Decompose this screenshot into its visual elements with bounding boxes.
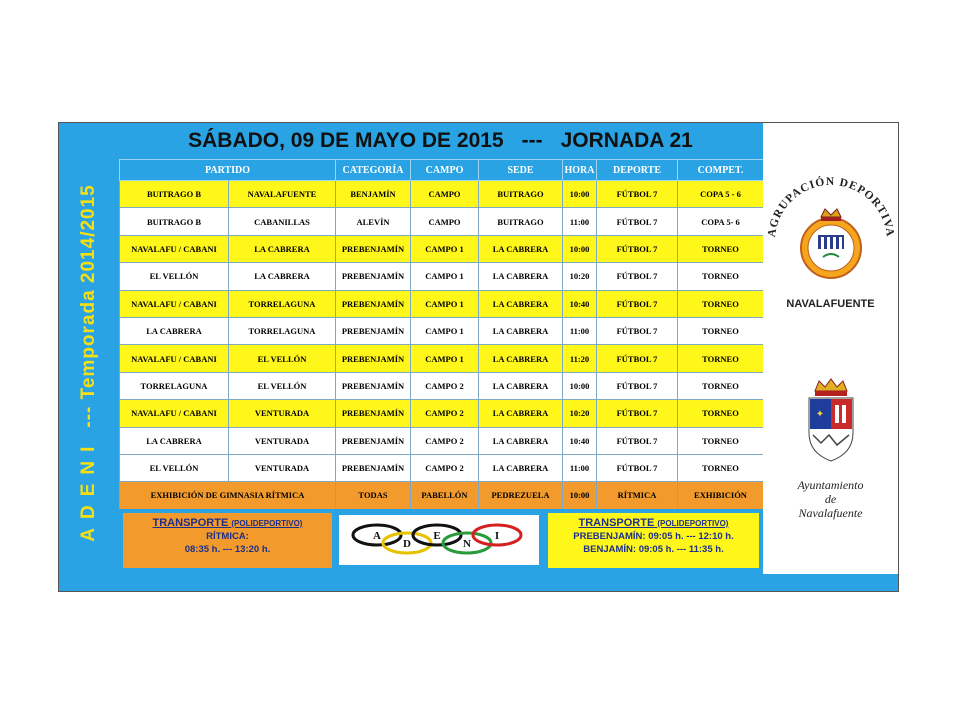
cell-away-team: TORRELAGUNA	[229, 290, 336, 317]
cell-compet: TORNEO	[678, 290, 764, 317]
cell-categoria: PREBENJAMÍN	[336, 235, 411, 262]
cell-categoria: PREBENJAMÍN	[336, 372, 411, 399]
cell-home-team: BUITRAGO B	[120, 208, 229, 235]
cell-campo: CAMPO 1	[411, 290, 479, 317]
cell-away-team: NAVALAFUENTE	[229, 181, 336, 208]
cell-sede: LA CABRERA	[479, 454, 563, 481]
cell-campo: CAMPO 2	[411, 427, 479, 454]
cell-home-team: NAVALAFU / CABANI	[120, 235, 229, 262]
cell-away-team: CABANILLAS	[229, 208, 336, 235]
cell-categoria: PREBENJAMÍN	[336, 263, 411, 290]
table-row	[120, 181, 764, 208]
cell-away-team: VENTURADA	[229, 427, 336, 454]
cell-deporte: FÚTBOL 7	[597, 263, 678, 290]
cell-compet: TORNEO	[678, 372, 764, 399]
cell-compet: TORNEO	[678, 235, 764, 262]
cell-deporte: FÚTBOL 7	[597, 317, 678, 344]
cell-categoria: PREBENJAMÍN	[336, 290, 411, 317]
cell-categoria: ALEVÍN	[336, 208, 411, 235]
table-row	[120, 372, 764, 399]
column-header-deporte: DEPORTE	[597, 160, 678, 181]
cell-categoria: TODAS	[336, 482, 411, 509]
cell-away-team: VENTURADA	[229, 454, 336, 481]
table-row	[120, 317, 764, 344]
cell-sede: LA CABRERA	[479, 372, 563, 399]
cell-compet: TORNEO	[678, 317, 764, 344]
cell-categoria: PREBENJAMÍN	[336, 454, 411, 481]
cell-hora: 10:00	[563, 235, 597, 262]
ayuntamiento-line2: de	[824, 492, 837, 506]
table-row	[120, 482, 764, 509]
cell-away-team: EL VELLÓN	[229, 372, 336, 399]
cell-hora: 10:20	[563, 400, 597, 427]
logos-panel	[763, 123, 898, 574]
cell-campo: CAMPO 1	[411, 345, 479, 372]
transport-title: TRANSPORTE (POLIDEPORTIVO)	[578, 517, 729, 529]
season-label: --- Temporada 2014/2015	[78, 184, 99, 428]
adeni-label: ADENI	[78, 437, 99, 542]
table-row	[120, 208, 764, 235]
cell-sede: BUITRAGO	[479, 181, 563, 208]
cell-home-team: BUITRAGO B	[120, 181, 229, 208]
cell-compet: TORNEO	[678, 454, 764, 481]
ayuntamiento-label	[763, 478, 898, 520]
season-sidebar	[59, 123, 119, 591]
club-arc-text: AGRUPACIÓN DEPORTIVA	[766, 175, 896, 238]
ring-letter-a: A	[373, 530, 381, 542]
svg-text:✦: ✦	[815, 409, 825, 420]
adeni-rings-logo	[339, 515, 539, 565]
cell-campo: CAMPO 1	[411, 317, 479, 344]
cell-hora: 10:20	[563, 263, 597, 290]
club-crest-icon	[763, 123, 898, 298]
cell-event: EXHIBICIÓN DE GIMNASIA RÍTMICA	[120, 482, 336, 509]
date-title: SÁBADO, 09 DE MAYO DE 2015	[188, 129, 504, 152]
table-row	[120, 290, 764, 317]
ring-letter-i: I	[494, 530, 500, 542]
cell-hora: 11:00	[563, 317, 597, 344]
cell-sede: PEDREZUELA	[479, 482, 563, 509]
cell-deporte: FÚTBOL 7	[597, 208, 678, 235]
page-title	[119, 125, 762, 157]
cell-hora: 11:20	[563, 345, 597, 372]
rings-icon	[339, 515, 539, 565]
cell-compet: COPA 5 - 6	[678, 181, 764, 208]
cell-home-team: NAVALAFU / CABANI	[120, 400, 229, 427]
cell-hora: 10:40	[563, 427, 597, 454]
cell-categoria: BENJAMÍN	[336, 181, 411, 208]
transport-area	[119, 509, 763, 574]
match-table	[119, 159, 764, 510]
cell-deporte: FÚTBOL 7	[597, 454, 678, 481]
cell-campo: CAMPO	[411, 181, 479, 208]
cell-sede: LA CABRERA	[479, 345, 563, 372]
transport-prebenjamin-times: PREBENJAMÍN: 09:05 h. --- 12:10 h.	[573, 531, 734, 542]
cell-compet: COPA 5- 6	[678, 208, 764, 235]
cell-compet: TORNEO	[678, 400, 764, 427]
cell-deporte: FÚTBOL 7	[597, 290, 678, 317]
jornada-title: JORNADA 21	[560, 129, 693, 152]
cell-home-team: NAVALAFU / CABANI	[120, 345, 229, 372]
cell-home-team: LA CABRERA	[120, 317, 229, 344]
cell-categoria: PREBENJAMÍN	[336, 427, 411, 454]
town-coat-of-arms-icon	[763, 373, 898, 473]
cell-deporte: FÚTBOL 7	[597, 181, 678, 208]
cell-sede: LA CABRERA	[479, 235, 563, 262]
title-separator: ---	[521, 129, 543, 152]
transport-box-futbol	[548, 513, 759, 568]
cell-sede: LA CABRERA	[479, 400, 563, 427]
ring-letter-n: N	[463, 538, 471, 550]
column-header-partido: PARTIDO	[120, 160, 336, 181]
ring-letter-d: D	[403, 538, 411, 550]
cell-deporte: RÍTMICA	[597, 482, 678, 509]
match-table-body	[120, 181, 764, 510]
ayuntamiento-line3: Navalafuente	[798, 506, 863, 520]
transport-box-ritmica	[123, 513, 332, 568]
ayuntamiento-line1: Ayuntamiento	[797, 478, 864, 492]
cell-categoria: PREBENJAMÍN	[336, 345, 411, 372]
transport-title: TRANSPORTE (POLIDEPORTIVO)	[152, 517, 303, 529]
cell-home-team: TORRELAGUNA	[120, 372, 229, 399]
cell-away-team: LA CABRERA	[229, 263, 336, 290]
cell-away-team: EL VELLÓN	[229, 345, 336, 372]
footer-bar	[59, 574, 898, 591]
season-vertical-text	[78, 184, 100, 541]
cell-sede: LA CABRERA	[479, 317, 563, 344]
cell-campo: CAMPO 2	[411, 400, 479, 427]
table-row	[120, 427, 764, 454]
cell-away-team: LA CABRERA	[229, 235, 336, 262]
cell-categoria: PREBENJAMÍN	[336, 400, 411, 427]
cell-home-team: NAVALAFU / CABANI	[120, 290, 229, 317]
cell-hora: 11:00	[563, 454, 597, 481]
cell-hora: 10:00	[563, 181, 597, 208]
table-row	[120, 400, 764, 427]
cell-hora: 10:40	[563, 290, 597, 317]
cell-compet: TORNEO	[678, 427, 764, 454]
table-row	[120, 454, 764, 481]
cell-sede: LA CABRERA	[479, 290, 563, 317]
cell-deporte: FÚTBOL 7	[597, 235, 678, 262]
cell-categoria: PREBENJAMÍN	[336, 317, 411, 344]
cell-deporte: FÚTBOL 7	[597, 372, 678, 399]
transport-benjamin-times: BENJAMÍN: 09:05 h. --- 11:35 h.	[583, 544, 724, 555]
cell-home-team: EL VELLÓN	[120, 454, 229, 481]
ring-letter-e: E	[433, 530, 441, 542]
cell-hora: 10:00	[563, 482, 597, 509]
table-row	[120, 263, 764, 290]
cell-campo: CAMPO 2	[411, 372, 479, 399]
cell-compet: TORNEO	[678, 263, 764, 290]
cell-compet: EXHIBICIÓN	[678, 482, 764, 509]
cell-away-team: TORRELAGUNA	[229, 317, 336, 344]
column-header-campo: CAMPO	[411, 160, 479, 181]
cell-home-team: LA CABRERA	[120, 427, 229, 454]
cell-deporte: FÚTBOL 7	[597, 400, 678, 427]
column-header-hora: HORA	[563, 160, 597, 181]
column-header-compet: COMPET.	[678, 160, 764, 181]
cell-campo: PABELLÓN	[411, 482, 479, 509]
transport-ritmica-times: 08:35 h. --- 13:20 h.	[184, 544, 271, 555]
cell-campo: CAMPO	[411, 208, 479, 235]
cell-home-team: EL VELLÓN	[120, 263, 229, 290]
cell-compet: TORNEO	[678, 345, 764, 372]
cell-campo: CAMPO 1	[411, 263, 479, 290]
club-name: NAVALAFUENTE	[786, 298, 875, 310]
cell-hora: 10:00	[563, 372, 597, 399]
cell-campo: CAMPO 1	[411, 235, 479, 262]
cell-deporte: FÚTBOL 7	[597, 345, 678, 372]
cell-deporte: FÚTBOL 7	[597, 427, 678, 454]
cell-away-team: VENTURADA	[229, 400, 336, 427]
cell-sede: LA CABRERA	[479, 263, 563, 290]
cell-sede: LA CABRERA	[479, 427, 563, 454]
column-header-sede: SEDE	[479, 160, 563, 181]
table-header-row	[120, 160, 764, 181]
cell-hora: 11:00	[563, 208, 597, 235]
column-header-categoria: CATEGORÍA	[336, 160, 411, 181]
cell-sede: BUITRAGO	[479, 208, 563, 235]
table-row	[120, 345, 764, 372]
schedule-poster	[58, 122, 899, 592]
cell-campo: CAMPO 2	[411, 454, 479, 481]
table-row	[120, 235, 764, 262]
transport-ritmica-label: RÍTMICA:	[206, 531, 249, 542]
